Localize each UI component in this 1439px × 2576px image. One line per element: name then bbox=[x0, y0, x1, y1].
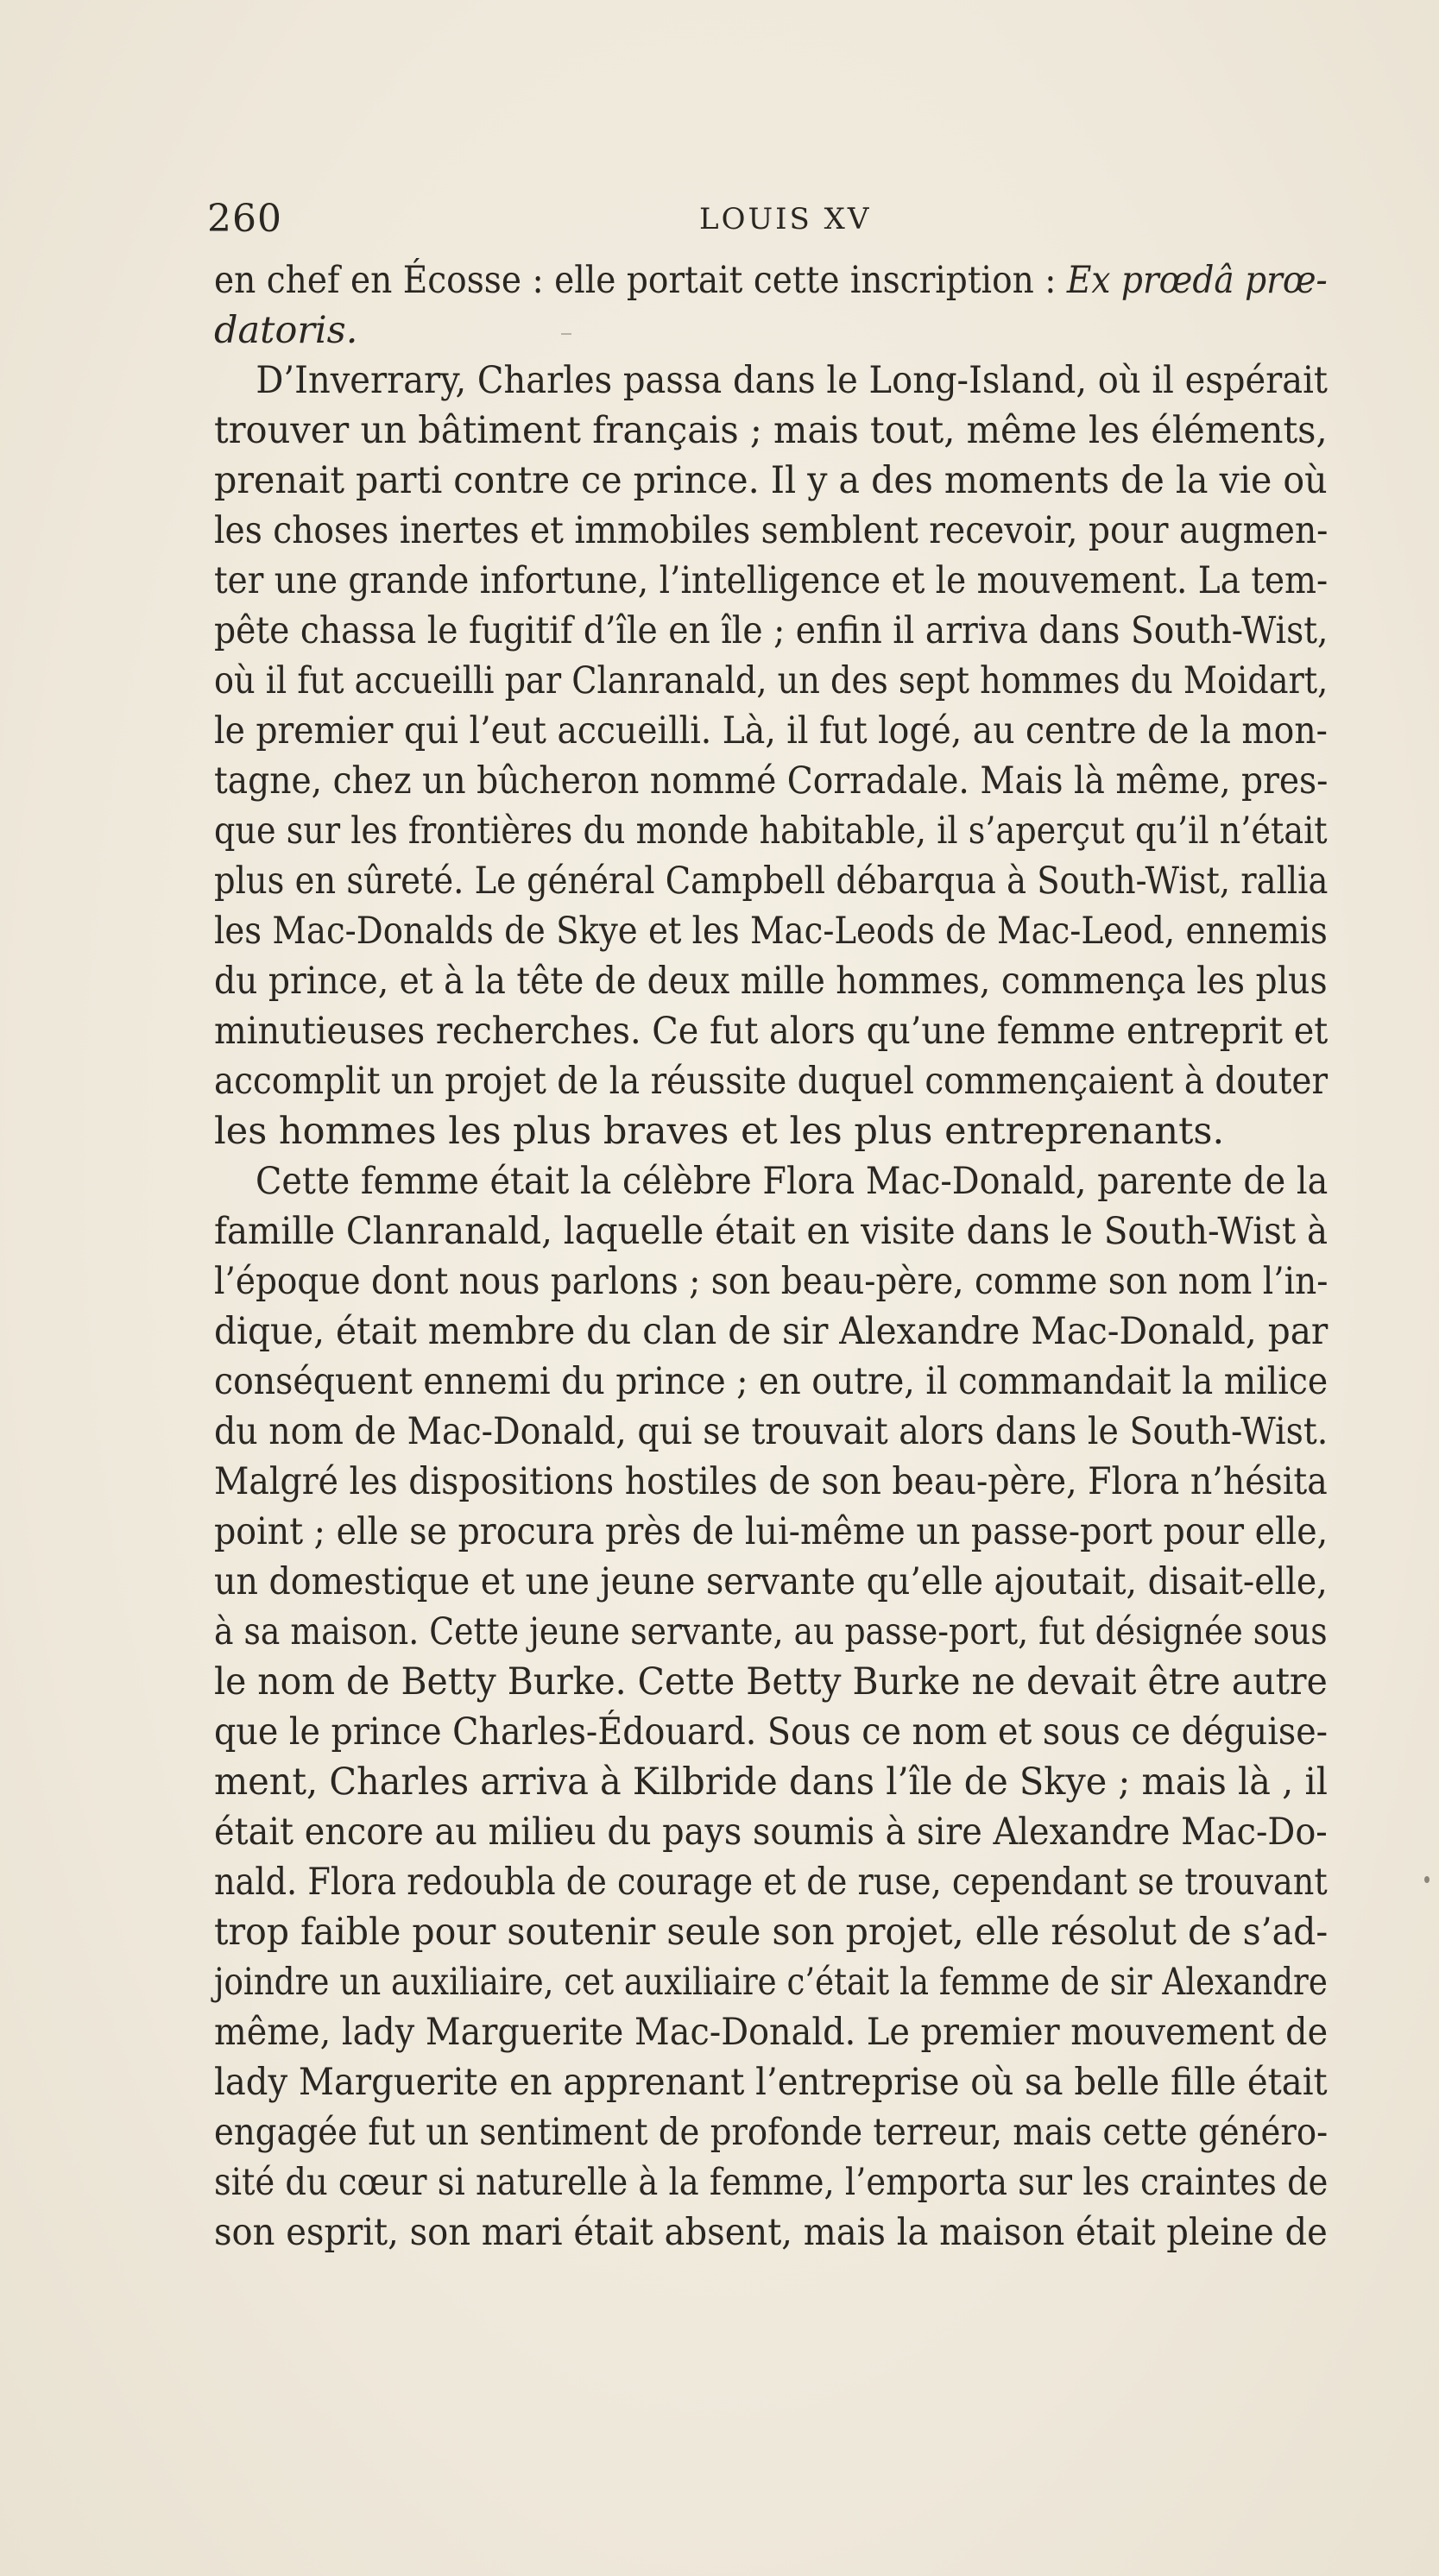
text-line: du prince, et à la tête de deux mille hommes, commença les plus bbox=[214, 960, 1328, 1003]
text-line: tagne, chez un bûcheron nommé Corradale. Mais là même, pres- bbox=[214, 759, 1329, 803]
text-line: minutieuses recherches. Ce fut alors qu’une femme entreprit et bbox=[214, 1010, 1329, 1053]
text-line: plus en sûreté. Le général Campbell débarqua à South-Wist, rallia bbox=[214, 860, 1329, 903]
body-text bbox=[214, 255, 1328, 2258]
text-line: nald. Flora redoubla de courage et de ruse, cependant se trouvant bbox=[214, 1861, 1328, 1904]
text-line: un domestique et une jeune servante qu’elle ajoutait, disait-elle, bbox=[214, 1560, 1328, 1603]
text-line: les Mac-Donalds de Skye et les Mac-Leods de Mac-Leod, ennemis bbox=[214, 910, 1328, 953]
running-title: LOUIS XV bbox=[699, 202, 872, 236]
text-line: trop faible pour soutenir seule son projet, elle résolut de s’ad- bbox=[214, 1911, 1329, 1954]
page-number: 260 bbox=[207, 197, 282, 241]
text-line: accomplit un projet de la réussite duquel commençaient à douter bbox=[214, 1060, 1329, 1103]
text-line: son esprit, son mari était absent, mais la maison était pleine de bbox=[214, 2211, 1328, 2254]
text-line: sité du cœur si naturelle à la femme, l’emporta sur les craintes de bbox=[214, 2161, 1329, 2204]
italic-quotation: Ex prœdâ prœ- bbox=[1066, 259, 1328, 302]
italic-quotation: datoris. bbox=[214, 309, 358, 352]
text-line: même, lady Marguerite Mac-Donald. Le premier mouvement de bbox=[214, 2011, 1329, 2054]
text-line: conséquent ennemi du prince ; en outre, il commandait la milice bbox=[214, 1360, 1329, 1403]
running-head bbox=[207, 197, 1329, 249]
text-line: à sa maison. Cette jeune servante, au passe-port, fut désignée sous bbox=[214, 1610, 1328, 1653]
text-line: les choses inertes et immobiles semblent recevoir, pour augmen- bbox=[214, 509, 1329, 552]
text-line: Cette femme était la célèbre Flora Mac-Donald, parente de la bbox=[256, 1160, 1329, 1203]
text-line: que sur les frontières du monde habitable, il s’aperçut qu’il n’était bbox=[214, 809, 1328, 853]
text-line: Malgré les dispositions hostiles de son beau-père, Flora n’hésita bbox=[214, 1460, 1328, 1503]
text-line: que le prince Charles-Édouard. Sous ce nom et sous ce déguise- bbox=[214, 1710, 1329, 1754]
text-line: prenait parti contre ce prince. Il y a des moments de la vie où bbox=[214, 459, 1328, 502]
text-line: le nom de Betty Burke. Cette Betty Burke ne devait être autre bbox=[214, 1660, 1328, 1704]
text-line bbox=[214, 305, 1328, 356]
text-line: dique, était membre du clan de sir Alexandre Mac-Donald, par bbox=[214, 1310, 1329, 1353]
text-line: l’époque dont nous parlons ; son beau-père, comme son nom l’in- bbox=[214, 1260, 1329, 1303]
text-line: pête chassa le fugitif d’île en île ; enfin il arriva dans South-Wist, bbox=[214, 609, 1329, 652]
text-line: famille Clanranald, laquelle était en visite dans le South-Wist à bbox=[214, 1210, 1329, 1253]
text-line bbox=[214, 255, 1328, 305]
text-line: joindre un auxiliaire, cet auxiliaire c’était la femme de sir Alexandre bbox=[214, 1961, 1328, 2004]
text-line: les hommes les plus braves et les plus entreprenants. bbox=[214, 1110, 1225, 1153]
text-line: engagée fut un sentiment de profonde terreur, mais cette généro- bbox=[214, 2111, 1329, 2154]
text-line: point ; elle se procura près de lui-même un passe-port pour elle, bbox=[214, 1510, 1329, 1553]
text-line: était encore au milieu du pays soumis à sire Alexandre Mac-Do- bbox=[214, 1811, 1328, 1854]
text-line: lady Marguerite en apprenant l’entreprise où sa belle fille était bbox=[214, 2061, 1328, 2104]
text-line: D’Inverrary, Charles passa dans le Long-Island, où il espérait bbox=[256, 359, 1328, 402]
text-line: trouver un bâtiment français ; mais tout, même les éléments, bbox=[214, 409, 1328, 452]
text-line: où il fut accueilli par Clanranald, un des sept hommes du Moidart, bbox=[214, 659, 1329, 702]
line-text: en chef en Écosse : elle portait cette inscription : bbox=[214, 259, 1067, 302]
text-line: ter une grande infortune, l’intelligence et le mouvement. La tem- bbox=[214, 559, 1329, 602]
margin-dot bbox=[1424, 1876, 1430, 1883]
text-line: du nom de Mac-Donald, qui se trouvait alors dans le South-Wist. bbox=[214, 1410, 1329, 1453]
text-line: ment, Charles arriva à Kilbride dans l’île de Skye ; mais là , il bbox=[214, 1760, 1328, 1804]
text-line: le premier qui l’eut accueilli. Là, il fut logé, au centre de la mon- bbox=[214, 709, 1328, 753]
